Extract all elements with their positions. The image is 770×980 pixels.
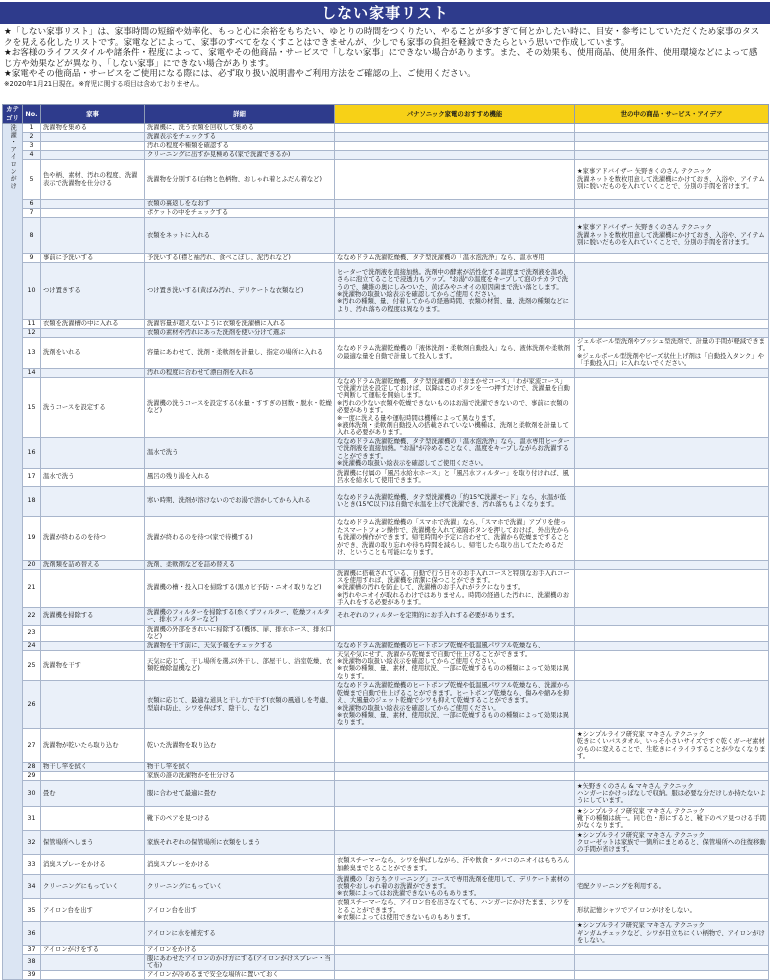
world-idea-cell: 宅配クリーニングを利用する。 <box>575 875 769 899</box>
row-number: 34 <box>23 875 41 899</box>
panasonic-feature-cell <box>335 831 575 855</box>
world-idea-cell <box>575 681 769 729</box>
detail-cell: 洗濯が終わるのを待つ(家で待機する) <box>145 516 335 560</box>
table-row <box>3 763 769 772</box>
task-cell <box>41 437 145 468</box>
panasonic-feature-cell: ななめドラム洗濯乾燥機の「液体洗剤・柔軟剤自動投入」なら、液体洗剤や柔軟剤の最適な量を自動で計量して投入します。 <box>335 338 575 369</box>
panasonic-feature-cell <box>335 133 575 142</box>
task-cell: 保管場所へしまう <box>41 831 145 855</box>
header-world: 世の中の商品・サービス・アイデア <box>575 105 769 124</box>
world-idea-cell <box>575 569 769 607</box>
world-idea-cell: 形状記憶シャツでアイロンがけをしない。 <box>575 899 769 922</box>
panasonic-feature-cell: ななめドラム洗濯乾燥機の「スマホで洗濯」なら、「スマホで洗濯」アプリを使ったスマートフォン操作で、洗濯機を入れて遠隔ボタンを押しておけば、外出先からも洗濯の操作ができます。帰宅時間や予定に合わせて、洗濯から乾燥まですることができ、洗濯の取り忘れや待ち時間を減らし、帰宅したら取り出してたためるだけ、ということも可能になります。 <box>335 516 575 560</box>
header-task: 家事 <box>41 105 145 124</box>
table-row <box>3 254 769 263</box>
panasonic-feature-cell: 洗濯機の「おうちクリーニング」コースで専用洗剤を使用して、デリケート素材の衣類やおしゃれ着のお洗濯ができます。 ※衣類によってはお洗濯できないものもあります。 <box>335 875 575 899</box>
table-row <box>3 922 769 945</box>
row-number: 26 <box>23 681 41 729</box>
row-number: 33 <box>23 855 41 875</box>
table-row <box>3 729 769 763</box>
detail-cell: 洗濯物を分別する(白物と色柄物、おしゃれ着とふだん着など) <box>145 160 335 200</box>
table-row <box>3 772 769 781</box>
detail-cell: 靴下のペアを見つける <box>145 807 335 831</box>
detail-cell: アイロンに水を補充する <box>145 922 335 945</box>
panasonic-feature-cell: 衣類スチーマーなら、アイロン台を出さなくても、ハンガーにかけたまま、シワをとることができます。 ※衣類によっては使用できないものもあります。 <box>335 899 575 922</box>
world-idea-cell <box>575 945 769 954</box>
detail-cell: 洗濯機の外部をきれいに掃除する(機体、扉、排水ホース、排水口など) <box>145 625 335 641</box>
table-row <box>3 209 769 218</box>
world-idea-cell <box>575 124 769 133</box>
detail-cell: 予洗いする(襟と袖汚れ、食べこぼし、泥汚れなど) <box>145 254 335 263</box>
world-idea-cell <box>575 142 769 151</box>
detail-cell: 温水で洗う <box>145 437 335 468</box>
task-cell <box>41 329 145 338</box>
detail-cell: 乾いた洗濯物を取り込む <box>145 729 335 763</box>
detail-cell: 風呂の残り湯を入れる <box>145 468 335 486</box>
detail-cell: 衣類をネットに入れる <box>145 218 335 254</box>
world-idea-cell <box>575 855 769 875</box>
header-no: No. <box>23 105 41 124</box>
task-cell <box>41 218 145 254</box>
header-panasonic: パナソニック家電のおすすめ機能 <box>335 105 575 124</box>
panasonic-feature-cell <box>335 329 575 338</box>
task-cell <box>41 486 145 516</box>
world-idea-cell: ★シンプルライフ研究家 マキさん テクニック 靴下の種類は統一。同じ色・形にすると、靴下のペア見つける手間がなくなります。 <box>575 807 769 831</box>
task-cell: アイロンがけをする <box>41 945 145 954</box>
task-cell: 洗濯物を干す <box>41 650 145 681</box>
detail-cell: 洗濯表示をチェックする <box>145 133 335 142</box>
header-detail: 詳細 <box>145 105 335 124</box>
detail-cell: 衣類の素材や汚れにあった洗剤を使い分けて選ぶ <box>145 329 335 338</box>
row-number: 16 <box>23 437 41 468</box>
task-cell: 洗濯機を掃除する <box>41 607 145 625</box>
table-row <box>3 569 769 607</box>
detail-cell: 洗濯機に、洗う衣類を回収して集める <box>145 124 335 133</box>
task-cell <box>41 209 145 218</box>
world-idea-cell: ジェルボール型洗剤やプッシュ型洗剤で、計量の手間が軽減できます。 ※ジェルボール型洗剤やビーズ状仕上げ剤は「自動投入タンク」や「手動投入口」に入れないでください。 <box>575 338 769 369</box>
table-row <box>3 945 769 954</box>
task-cell: 洗濯が終わるのを待つ <box>41 516 145 560</box>
panasonic-feature-cell <box>335 945 575 954</box>
world-idea-cell <box>575 763 769 772</box>
table-row <box>3 486 769 516</box>
row-number: 23 <box>23 625 41 641</box>
table-row <box>3 377 769 437</box>
detail-cell: アイロン台を出す <box>145 899 335 922</box>
task-cell: 洗濯物を集める <box>41 124 145 133</box>
task-cell: クリーニングにもっていく <box>41 875 145 899</box>
world-idea-cell: ★シンプルライフ研究家 マキさん テクニック クローゼットは家族で一箇所にまとめると、保管場所への往復移動の手間が省けます。 <box>575 831 769 855</box>
table-row <box>3 954 769 970</box>
row-number: 27 <box>23 729 41 763</box>
row-number: 30 <box>23 781 41 807</box>
panasonic-feature-cell: それぞれのフィルターを定期的にお手入れする必要があります。 <box>335 607 575 625</box>
world-idea-cell: ★シンプルライフ研究家 マキさん テクニック ギンガムチェックなど、シワが目立ちにくい柄物で、アイロンがけをしない。 <box>575 922 769 945</box>
row-number: 1 <box>23 124 41 133</box>
detail-cell: 容量にあわせて、洗剤・柔軟剤を計量し、指定の場所に入れる <box>145 338 335 369</box>
detail-cell: クリーニングにもっていく <box>145 875 335 899</box>
table-header-row <box>3 105 769 124</box>
panasonic-feature-cell: ななめドラム洗濯乾燥機、タテ型洗濯機の「おまかせコース」「わが家流コース」で洗濯方法を設定しておけば、以降はこのボタンを一つ押すだけで、洗濯量を自動で判断して運転を開始します。 ※汚れの少ない衣類や乾燥できないものはお湯で洗濯できないので、事前に衣類の必要があります。 ※一度に洗える量や運転時間は機種によって異なります。 ※液体洗剤・柔軟剤自動投入の搭載されていない機種は、洗剤と柔軟剤を計量して入れる必要があります。 <box>335 377 575 437</box>
chores-table <box>2 104 769 980</box>
row-number: 38 <box>23 954 41 970</box>
panasonic-feature-cell <box>335 807 575 831</box>
task-cell: 洗剤をいれる <box>41 338 145 369</box>
task-cell <box>41 368 145 377</box>
detail-cell: 洗濯機の槽・投入口を掃除する(黒カビ予防・ニオイ取りなど) <box>145 569 335 607</box>
detail-cell: 洗濯機の洗うコースを設定する(水量・すすぎの回数・脱水・乾燥など) <box>145 377 335 437</box>
task-cell <box>41 142 145 151</box>
row-number: 22 <box>23 607 41 625</box>
task-cell <box>41 807 145 831</box>
row-number: 18 <box>23 486 41 516</box>
world-idea-cell: ★シンプルライフ研究家 マキさん テクニック 乾きにくいバスタオル、いっそ小さいサイズですぐ乾くガーゼ素材のものに変えることで、生乾きにイライラすることが少なくなります。 <box>575 729 769 763</box>
task-cell <box>41 681 145 729</box>
task-cell <box>41 954 145 970</box>
panasonic-feature-cell <box>335 954 575 970</box>
world-idea-cell <box>575 368 769 377</box>
table-row <box>3 560 769 569</box>
detail-cell: 汚れの程度や種類を確認する <box>145 142 335 151</box>
panasonic-feature-cell: ななめドラム洗濯乾燥機、タテ型洗濯機の「温水泡洗浄」なら、温水専用 <box>335 254 575 263</box>
panasonic-feature-cell <box>335 151 575 160</box>
table-row <box>3 151 769 160</box>
row-number: 5 <box>23 160 41 200</box>
table-row <box>3 625 769 641</box>
detail-cell: ポケットの中をチェックする <box>145 209 335 218</box>
panasonic-feature-cell <box>335 124 575 133</box>
panasonic-feature-cell: 洗濯機に付属の「風呂水給水ホース」と「風呂水フィルター」を取り付ければ、風呂水を給水して使用できます。 <box>335 468 575 486</box>
row-number: 14 <box>23 368 41 377</box>
world-idea-cell <box>575 151 769 160</box>
table-row <box>3 338 769 369</box>
table-row <box>3 263 769 320</box>
world-idea-cell <box>575 772 769 781</box>
row-number: 24 <box>23 641 41 650</box>
panasonic-feature-cell: 天気や気にせず、洗濯から乾燥まで自動で仕上げることができます。 ※洗濯物の取扱い絵表示を確認してからご使用ください。 ※衣類の種類、量、素材、使用状況、一部に乾燥するものの種類によって効果は異なります。 <box>335 650 575 681</box>
task-cell: 事前に予洗いする <box>41 254 145 263</box>
row-number: 29 <box>23 772 41 781</box>
row-number: 2 <box>23 133 41 142</box>
row-number: 20 <box>23 560 41 569</box>
panasonic-feature-cell <box>335 763 575 772</box>
world-idea-cell: ★矢野きくのさん & マキさん テクニック ハンガーにかけっぱなしで収納。服は必要な分だけしか持たないようにしています。 <box>575 781 769 807</box>
task-cell: 衣類を洗濯槽の中に入れる <box>41 320 145 329</box>
intro-paragraph-1: ★「しない家事リスト」は、家事時間の短縮や効率化、もっと心に余裕をもちたい、ゆとりの時間をつくりたい、やることが多すぎて何とかしたい時に、目安・参考にしていただくため家事のタスクを見える化したリストです。家電などによって、家事のすべてをなくすことはできませんが、少しでも家事の負担を軽減できたらという思いで作成しています。 <box>4 27 760 48</box>
world-idea-cell <box>575 625 769 641</box>
panasonic-feature-cell <box>335 368 575 377</box>
detail-cell: 洗濯機のフィルターを掃除する(糸くずフィルター、乾燥フィルター、排水フィルターなど) <box>145 607 335 625</box>
task-cell: 温水で洗う <box>41 468 145 486</box>
table-row <box>3 468 769 486</box>
world-idea-cell <box>575 200 769 209</box>
task-cell: アイロン台を出す <box>41 899 145 922</box>
task-cell <box>41 569 145 607</box>
detail-cell: つけ置き洗いする(黄ばみ汚れ、デリケートな衣類など) <box>145 263 335 320</box>
row-number: 36 <box>23 922 41 945</box>
task-cell <box>41 625 145 641</box>
world-idea-cell <box>575 641 769 650</box>
detail-cell: 服に合わせて最適に畳む <box>145 781 335 807</box>
table-row <box>3 200 769 209</box>
intro-note: ※2020年1月21日現在。※育児に関する項目は含めておりません。 <box>4 79 204 88</box>
panasonic-feature-cell <box>335 560 575 569</box>
table-row <box>3 516 769 560</box>
task-cell: 洗うコースを設定する <box>41 377 145 437</box>
panasonic-feature-cell <box>335 772 575 781</box>
world-idea-cell <box>575 954 769 970</box>
detail-cell: 寒い時期、洗剤が溶けないのでお湯で溶かしてから入れる <box>145 486 335 516</box>
row-number: 21 <box>23 569 41 607</box>
panasonic-feature-cell: 洗濯機に搭載されている、自動で行う日々のお手入れコースと特別なお手入れコースを使用すれば、洗濯機を清潔に保つことができます。 ※洗濯槽の汚れを防止して、洗濯槽のお手入れがラクになります。 ※汚れやニオイが取れるわけではありません。時間の経過した汚れに、洗濯機のお手入れをする必要があります。 <box>335 569 575 607</box>
world-idea-cell <box>575 329 769 338</box>
world-idea-cell: ★家事アドバイザー 矢野きくのさん テクニック 洗濯ネットを数枚用意して洗濯機にかけておき、入浴や、アイテム別に脱いだものを入れていくことで、分別の手間を省けます。 <box>575 160 769 200</box>
panasonic-feature-cell <box>335 209 575 218</box>
world-idea-cell <box>575 263 769 320</box>
task-cell <box>41 151 145 160</box>
task-cell <box>41 641 145 650</box>
detail-cell: 物干し竿を拭く <box>145 763 335 772</box>
panasonic-feature-cell <box>335 729 575 763</box>
table-row <box>3 607 769 625</box>
detail-cell: 衣類の裏返しをなおす <box>145 200 335 209</box>
table-row <box>3 855 769 875</box>
detail-cell: 衣類に応じて、最適な道具と干し方で干す(衣類の風通しを考慮、型崩れ防止、シワを伸ばす、陰干し、など) <box>145 681 335 729</box>
world-idea-cell <box>575 486 769 516</box>
world-idea-cell <box>575 607 769 625</box>
row-number: 25 <box>23 650 41 681</box>
table-row <box>3 831 769 855</box>
intro-text <box>4 27 766 89</box>
world-idea-cell <box>575 133 769 142</box>
panasonic-feature-cell <box>335 142 575 151</box>
panasonic-feature-cell <box>335 218 575 254</box>
table-row <box>3 133 769 142</box>
detail-cell: 洗剤、柔軟剤などを詰め替える <box>145 560 335 569</box>
table-row <box>3 681 769 729</box>
world-idea-cell <box>575 377 769 437</box>
row-number: 9 <box>23 254 41 263</box>
table-row <box>3 160 769 200</box>
row-number: 32 <box>23 831 41 855</box>
world-idea-cell <box>575 516 769 560</box>
table-row <box>3 807 769 831</box>
detail-cell: 家族の誰の洗濯物かを仕分ける <box>145 772 335 781</box>
world-idea-cell <box>575 320 769 329</box>
panasonic-feature-cell: 衣類スチーマーなら、シワを伸ばしながら、汗や飲食・タバコのニオイはもちろん加齢臭までとることができます。 <box>335 855 575 875</box>
table-row <box>3 781 769 807</box>
table-body <box>3 124 769 980</box>
task-cell <box>41 200 145 209</box>
category-cell: 洗濯・アイロンがけ <box>3 124 23 980</box>
task-cell <box>41 772 145 781</box>
row-number: 6 <box>23 200 41 209</box>
row-number: 4 <box>23 151 41 160</box>
row-number: 13 <box>23 338 41 369</box>
panasonic-feature-cell <box>335 160 575 200</box>
table-row <box>3 875 769 899</box>
panasonic-feature-cell <box>335 781 575 807</box>
row-number: 11 <box>23 320 41 329</box>
table-row <box>3 218 769 254</box>
panasonic-feature-cell: ヒーターで洗剤液を直接加熱。洗剤中の酵素が活性化する温度まで洗剤液を温め、さらに泡立てることで浸透力もアップ。"お湯"の温度をキープして泡のチカラで洗うので、繊維の奥にしみついた、黄ばみやニオイの原因菌まで洗い落とします。 ※洗濯物の取扱い絵表示を確認してからご使用ください。 ※汚れの種類、量、付着してからの経過時間、衣類の材質、量、洗剤の種類などにより、汚れ落ちの程度は異なります。 <box>335 263 575 320</box>
row-number: 10 <box>23 263 41 320</box>
detail-cell: 天気に応じて、干し場所を選ぶ(外干し、部屋干し、浴室乾燥、衣類乾燥除湿機など) <box>145 650 335 681</box>
panasonic-feature-cell <box>335 320 575 329</box>
row-number: 12 <box>23 329 41 338</box>
task-cell: 洗濯物が乾いたら取り込む <box>41 729 145 763</box>
row-number: 3 <box>23 142 41 151</box>
task-cell: つけ置きする <box>41 263 145 320</box>
detail-cell: 洗濯容量が超えないように衣類を洗濯槽に入れる <box>145 320 335 329</box>
row-number: 37 <box>23 945 41 954</box>
panasonic-feature-cell: ななめドラム洗濯乾燥機のヒートポンプ乾燥や低温風パワフル乾燥なら、 <box>335 641 575 650</box>
world-idea-cell: ★家事アドバイザー 矢野きくのさん テクニック 洗濯ネットを数枚用意して洗濯機にかけておき、入浴や、アイテム別に脱いだものを入れていくことで、分別の手間を省けます。 <box>575 218 769 254</box>
panasonic-feature-cell: ななめドラム洗濯乾燥機、タテ型洗濯機の「温水泡洗浄」なら、温水専用ヒーターで洗剤液を直接加熱。"お湯"が冷めることなく、温度をキープしながらお洗濯することができます。 ※洗濯機の取扱い絵表示を確認してご使用ください。 <box>335 437 575 468</box>
world-idea-cell <box>575 209 769 218</box>
table-row <box>3 142 769 151</box>
table-row <box>3 124 769 133</box>
table-row <box>3 368 769 377</box>
panasonic-feature-cell: ななめドラム洗濯乾燥機のヒートポンプ乾燥や低温風パワフル乾燥なら、洗濯から乾燥まで自動で仕上げることができます。ヒートポンプ乾燥なら、傷みや縮みを抑え、大風量のジェット乾燥でシワも抑えて乾燥することができます。 ※洗濯物の取扱い絵表示を確認してからご使用ください。 ※衣類の種類、量、素材、使用状況、一部に乾燥するものの種類によって効果は異なります。 <box>335 681 575 729</box>
row-number: 39 <box>23 970 41 979</box>
task-cell: 物干し竿を拭く <box>41 763 145 772</box>
task-cell: 畳む <box>41 781 145 807</box>
table-row <box>3 320 769 329</box>
row-number: 17 <box>23 468 41 486</box>
page-title: しない家事リスト <box>0 2 770 24</box>
header-category: カテゴリ <box>3 105 23 124</box>
row-number: 31 <box>23 807 41 831</box>
intro-paragraph-3: ★家電やその他商品・サービスをご使用になる際には、必ず取り扱い説明書やご利用方法をご確認の上、ご使用ください。 <box>4 69 476 80</box>
table-row <box>3 329 769 338</box>
task-cell <box>41 922 145 945</box>
task-cell: 洗剤類を詰め替える <box>41 560 145 569</box>
row-number: 35 <box>23 899 41 922</box>
world-idea-cell <box>575 650 769 681</box>
row-number: 28 <box>23 763 41 772</box>
row-number: 19 <box>23 516 41 560</box>
world-idea-cell <box>575 560 769 569</box>
task-cell: 消臭スプレーをかける <box>41 855 145 875</box>
detail-cell: 洗濯物を干す前に、天気予報をチェックする <box>145 641 335 650</box>
detail-cell: 汚れの程度に合わせて漂白剤を入れる <box>145 368 335 377</box>
detail-cell: アイロンをかける <box>145 945 335 954</box>
table-row <box>3 437 769 468</box>
task-cell: 色や柄、素材、汚れの程度、洗濯表示で洗濯物を仕分ける <box>41 160 145 200</box>
panasonic-feature-cell <box>335 200 575 209</box>
intro-paragraph-2: ★お客様のライフスタイルや諸条件・程度によって、家電やその他商品・サービスで「しない家事」にできない場合があります。また、その効果も、使用商品、使用条件、使用環境などによって感じ方や効果などが異なり、「しない家事」にできない場合があります。 <box>4 48 758 69</box>
table-row <box>3 641 769 650</box>
table-row <box>3 650 769 681</box>
table-row <box>3 899 769 922</box>
detail-cell: 家族それぞれの保管場所に衣類をしまう <box>145 831 335 855</box>
row-number: 7 <box>23 209 41 218</box>
world-idea-cell <box>575 468 769 486</box>
panasonic-feature-cell: ななめドラム洗濯乾燥機、タテ型洗濯機の「約15℃洗濯モード」なら、水温が低いとき(15℃以下)は自動で水温を上げて洗濯でき、汚れ落ちもよくなります。 <box>335 486 575 516</box>
task-cell <box>41 133 145 142</box>
detail-cell: 服にあわせたアイロンのかけ方にする(アイロンがけスプレー・当て布) <box>145 954 335 970</box>
row-number: 8 <box>23 218 41 254</box>
detail-cell: 消臭スプレーをかける <box>145 855 335 875</box>
world-idea-cell <box>575 254 769 263</box>
world-idea-cell <box>575 437 769 468</box>
panasonic-feature-cell <box>335 922 575 945</box>
detail-cell: クリーニングに出すか見極める(家で洗濯できるか) <box>145 151 335 160</box>
detail-cell: アイロンが冷めるまで安全な場所に置いておく <box>145 970 335 979</box>
row-number: 15 <box>23 377 41 437</box>
panasonic-feature-cell <box>335 625 575 641</box>
